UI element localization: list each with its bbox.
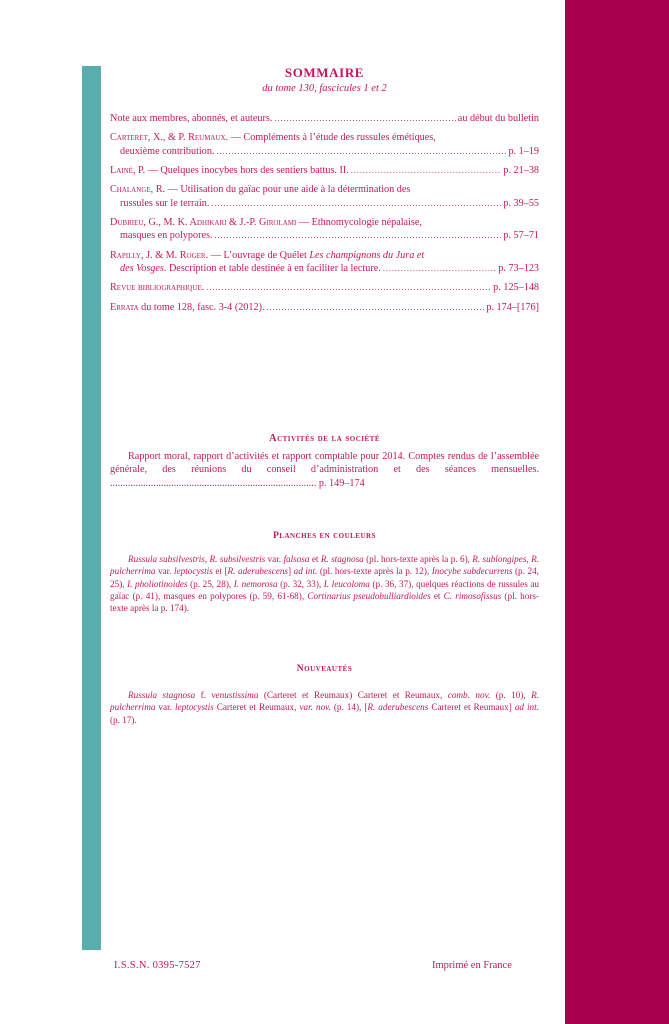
toc-entry-errata[interactable] — [110, 301, 539, 314]
activites-paragraph[interactable] — [110, 450, 539, 490]
toc-entry-page: p. 73–123 — [498, 262, 539, 274]
toc-entry-page: p. 57–71 — [503, 230, 539, 242]
text-run: Carteret et Reumaux] — [428, 702, 515, 713]
leader-dots — [383, 262, 496, 275]
toc-entry-carteret[interactable] — [110, 131, 539, 157]
toc-entry-authors: Dubrieu, G., M. K. Adhikari & J.-P. Girolami — [110, 216, 297, 228]
species-name: C. rimosofissus — [443, 590, 502, 601]
text-run: (pl. hors-texte après la p. 12), — [317, 566, 432, 577]
species-name: ad int. — [293, 566, 318, 577]
leader-dots — [274, 112, 455, 125]
toc-entry-label: Errata — [110, 301, 139, 313]
nouveautes-paragraph — [110, 689, 539, 726]
species-name: leptocystis — [174, 702, 214, 713]
toc-entry-title: — Ethnomycologie népalaise, — [296, 216, 422, 228]
toc-entry-label: Revue bibliographique. — [110, 282, 205, 294]
toc-entry-chalange[interactable] — [110, 183, 539, 209]
toc-entry-page: p. 39–55 — [503, 197, 539, 209]
text-run: f. — [195, 690, 212, 700]
toc-entry-book-title: Les champignons du Jura et — [309, 249, 425, 261]
toc-entry-text: Note aux membres, abonnés, et auteurs. — [110, 113, 273, 124]
toc-entry-dubrieu[interactable] — [110, 216, 539, 242]
toc-entry-title: — Compléments à l’étude des russules émétiques, — [228, 132, 436, 144]
toc-entry-authors: Rapilly, J. & M. Roger. — [110, 249, 209, 261]
toc-entry-authors: Carteret, X., & P. Reumaux. — [110, 132, 229, 144]
planches-paragraph — [110, 553, 539, 614]
text-run: ] — [288, 566, 294, 577]
species-name: Russula stagnosa — [128, 690, 196, 700]
text-run: (p. 17). — [110, 714, 137, 725]
species-name: I. nemorosa — [233, 578, 278, 589]
species-name: R. pulcherrima — [110, 690, 539, 713]
text-run: var. — [265, 554, 284, 564]
issn-label: I.S.S.N. 0395-7527 — [114, 960, 201, 971]
leader-dots — [351, 164, 502, 177]
leader-dots — [211, 197, 501, 210]
species-name: I. pholiotinoides — [127, 578, 188, 589]
leader-dots: ................................................................................. — [110, 477, 319, 489]
species-name: leptocystis — [174, 566, 213, 577]
right-color-band — [565, 0, 669, 1024]
toc-entry-title-cont: . Description et table destinée à en faciliter la lecture. — [163, 262, 381, 274]
text-run: (p. 36, 37), quelques réactions de russules au gaïac (p. 41), masques en polypores (p. 59, 61-68), — [110, 578, 540, 601]
text-run: (p. 14), [ — [330, 702, 368, 713]
species-name: R. stagnosa — [320, 554, 364, 564]
toc-entry-laine[interactable] — [110, 164, 539, 177]
species-name: ad int. — [514, 702, 539, 713]
species-name: venustissima — [211, 690, 259, 700]
page-title: SOMMAIRE — [284, 65, 365, 80]
text-run: (p. 32, 33), — [277, 578, 324, 589]
leader-dots — [267, 301, 485, 314]
toc-entry-title-cont: russules sur le terrain. — [120, 197, 210, 209]
leader-dots — [206, 281, 491, 294]
toc-entry-title: — Quelques inocybes hors des sentiers battus. II. — [145, 164, 349, 176]
text-run: (pl. hors-texte après la p. 174). — [110, 590, 539, 614]
left-color-band — [82, 66, 101, 950]
toc-entry-authors: Chalange, R. — [110, 184, 166, 196]
species-name: R. sublongipes, R. pulcherrima — [110, 554, 539, 577]
text-run: (p. 25, 28), — [187, 578, 234, 589]
species-name: Russula subsilvestris, R. subsilvestris — [128, 554, 266, 564]
printed-label: Imprimé en France — [432, 960, 512, 971]
text-run: et [ — [212, 566, 228, 577]
text-run: et — [430, 590, 444, 601]
text-run: et — [309, 554, 321, 564]
toc-entry-title: — L’ouvrage de Quélet — [208, 249, 310, 261]
toc-entry-note[interactable] — [110, 112, 539, 125]
toc-entry-title-cont: masques en polypores. — [120, 230, 213, 242]
leader-dots — [215, 229, 502, 242]
species-name: Inocybe subdecurrens — [431, 566, 513, 577]
toc-entry-page: p. 174–[176] — [486, 301, 539, 313]
toc-entry-authors: Lainé, P. — [110, 164, 146, 176]
activites-page: p. 149–174 — [318, 477, 365, 489]
page-subtitle: du tome 130, fascicules 1 et 2 — [262, 83, 387, 94]
toc-entry-page: au début du bulletin — [457, 113, 539, 124]
toc-entry-page: p. 1–19 — [508, 145, 539, 157]
toc-entry-title-cont: deuxième contribution. — [120, 145, 215, 157]
toc-entry-page: p. 125–148 — [493, 282, 539, 294]
toc-entry-revue[interactable] — [110, 281, 539, 294]
text-run: (p. 24, 25), — [110, 566, 539, 589]
text-run: (Carteret et Reumaux) Carteret et Reumaux, — [258, 690, 448, 700]
text-run: (pl. hors-texte après la p. 6), — [363, 554, 473, 564]
toc-entry-page: p. 21–38 — [503, 164, 539, 176]
text-run: var. — [155, 566, 174, 577]
toc-entry-book-title-cont: des Vosges — [120, 262, 164, 274]
text-run: Carteret et Reumaux, — [213, 702, 300, 713]
toc-entry-text: du tome 128, fasc. 3-4 (2012). — [138, 301, 265, 313]
table-of-contents — [110, 112, 539, 314]
species-name: var. nov. — [299, 702, 331, 713]
toc-entry-title: — Utilisation du gaïac pour une aide à la détermination des — [165, 184, 411, 196]
species-name: R. aderubescens — [367, 702, 429, 713]
species-name: R. aderubescens — [227, 566, 288, 577]
section-heading-planches: Planches en couleurs — [272, 531, 376, 541]
species-name: comb. nov. — [447, 690, 491, 700]
summary-content — [110, 64, 540, 725]
text-run: var. — [155, 702, 175, 713]
species-name: I. leucoloma — [323, 578, 370, 589]
section-heading-nouveautes: Nouveautés — [296, 664, 353, 674]
activites-text: Rapport moral, rapport d’activités et rapport comptable pour 2014. Comptes rendus de l’assemblée générale, des réunions du conseil d’administration et des séances mensuelles. — [110, 451, 539, 476]
leader-dots — [217, 145, 507, 158]
species-name: falsosa — [283, 554, 310, 564]
toc-entry-rapilly[interactable] — [110, 249, 539, 275]
section-heading-activites: Activités de la société — [269, 433, 380, 444]
text-run: (p. 10), — [490, 690, 532, 700]
species-name: Cortinarius pseudobulliardioides — [307, 590, 431, 601]
